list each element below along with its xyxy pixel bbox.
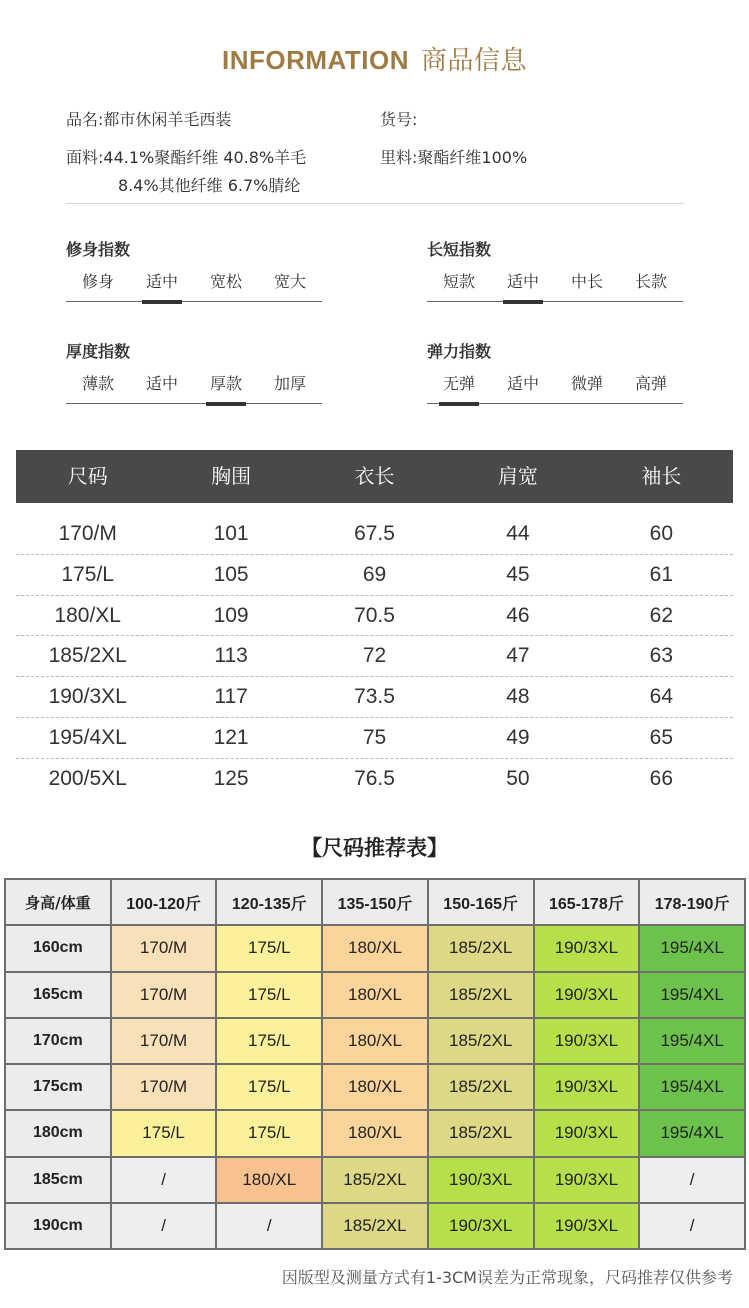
height-header: 165cm: [5, 972, 111, 1018]
page-title: [0, 40, 749, 77]
recommend-cell: 185/2XL: [428, 925, 534, 971]
size-cell: 195/4XL: [48, 725, 127, 749]
scale-name: 厚度指数: [66, 342, 131, 361]
recommend-cell: 190/3XL: [428, 1203, 534, 1249]
size-cell: 65: [649, 725, 673, 749]
scale-option: 适中: [491, 272, 555, 301]
recommend-cell: 180/XL: [322, 925, 428, 971]
fabric: [66, 144, 306, 200]
scale-option: 修身: [81, 272, 114, 291]
size-row: [16, 555, 733, 596]
size-cell: 109: [213, 603, 249, 627]
size-row: [16, 514, 733, 555]
recommend-cell: 185/2XL: [428, 972, 534, 1018]
size-cell: 180/XL: [54, 603, 121, 627]
recommend-cell: 190/3XL: [534, 1203, 640, 1249]
size-row: [16, 677, 733, 718]
weight-header: 135-150斤: [322, 879, 428, 925]
scale-option: 适中: [145, 374, 178, 393]
sku: [380, 106, 417, 134]
recommend-cell: 175/L: [111, 1110, 217, 1156]
recommend-cell: 195/4XL: [639, 925, 745, 971]
height-header: 160cm: [5, 925, 111, 971]
size-cell: 62: [649, 603, 673, 627]
lining-label: 里料:: [380, 148, 418, 167]
fabric-label: 面料:: [66, 148, 104, 167]
size-cell: 121: [213, 725, 249, 749]
size-cell: 67.5: [354, 522, 395, 545]
recommend-cell: 170/M: [111, 925, 217, 971]
recommend-row: [5, 925, 745, 971]
weight-header: 120-135斤: [216, 879, 322, 925]
scale-elasticity: [427, 340, 683, 404]
recommend-cell: 180/XL: [322, 1064, 428, 1110]
recommend-cell: /: [111, 1157, 217, 1203]
scale-name: 修身指数: [66, 240, 131, 259]
recommend-cell: 180/XL: [322, 1110, 428, 1156]
scale-option: 微弹: [570, 374, 603, 393]
title-en: INFORMATION: [221, 45, 409, 75]
size-cell: 48: [506, 685, 530, 709]
scale-option: 长款: [634, 272, 667, 291]
size-table-header: [16, 450, 733, 503]
size-cell: 44: [506, 522, 530, 545]
size-cell: 69: [362, 562, 387, 586]
recommend-cell: 185/2XL: [322, 1203, 428, 1249]
size-cell: 101: [213, 522, 249, 545]
scale-length: [427, 238, 683, 302]
info-divider: [66, 203, 684, 204]
scale-option: 宽松: [209, 272, 242, 291]
recommend-cell: 175/L: [216, 925, 322, 971]
size-cell: 175/L: [61, 562, 114, 586]
size-cell: 45: [506, 562, 530, 586]
recommend-cell: /: [639, 1157, 745, 1203]
weight-header: 178-190斤: [639, 879, 745, 925]
recommend-cell: 180/XL: [322, 972, 428, 1018]
recommend-cell: 195/4XL: [639, 1110, 745, 1156]
recommend-corner: 身高/体重: [5, 879, 111, 925]
height-header: 175cm: [5, 1064, 111, 1110]
title-cn: 商品信息: [420, 46, 527, 76]
recommend-cell: 180/XL: [322, 1018, 428, 1064]
size-cell: 61: [649, 562, 673, 586]
recommend-cell: 170/M: [111, 972, 217, 1018]
recommend-row: [5, 1157, 745, 1203]
size-row: [16, 596, 733, 637]
recommend-cell: 190/3XL: [534, 1157, 640, 1203]
scale-option: 无弹: [427, 374, 491, 403]
scale-option: 高弹: [634, 374, 667, 393]
recommend-row: [5, 1110, 745, 1156]
size-cell: 63: [649, 644, 673, 668]
recommend-cell: 175/L: [216, 1110, 322, 1156]
recommend-cell: 175/L: [216, 1018, 322, 1064]
recommend-cell: 190/3XL: [534, 1064, 640, 1110]
recommend-cell: /: [639, 1203, 745, 1249]
weight-header: 100-120斤: [111, 879, 217, 925]
height-header: 190cm: [5, 1203, 111, 1249]
size-cell: 66: [649, 766, 673, 790]
size-header-cell: 衣长: [354, 464, 395, 488]
size-cell: 185/2XL: [48, 644, 127, 668]
fabric-line1: 44.1%聚酯纤维 40.8%羊毛: [103, 148, 307, 167]
disclaimer-note: 因版型及测量方式有1-3CM误差为正常现象，尺码推荐仅供参考: [281, 1268, 733, 1287]
size-cell: 64: [649, 685, 673, 709]
recommend-cell: 175/L: [216, 972, 322, 1018]
size-cell: 76.5: [354, 766, 395, 790]
recommend-cell: /: [216, 1203, 322, 1249]
size-cell: 46: [506, 603, 530, 627]
name-label: 品名:: [66, 110, 104, 129]
size-row: [16, 636, 733, 677]
recommend-cell: /: [111, 1203, 217, 1249]
recommend-title: 【尺码推荐表】: [301, 836, 448, 860]
size-cell: 70.5: [354, 603, 395, 627]
recommend-cell: 185/2XL: [428, 1110, 534, 1156]
size-cell: 75: [362, 725, 387, 749]
lining-value: 聚酯纤维100%: [417, 148, 528, 167]
scale-option: 薄款: [81, 374, 114, 393]
size-cell: 105: [213, 562, 249, 586]
scale-option: 加厚: [273, 374, 306, 393]
size-cell: 200/5XL: [48, 766, 127, 790]
size-cell: 47: [506, 644, 530, 668]
size-cell: 72: [362, 644, 387, 668]
recommend-row: [5, 1203, 745, 1249]
size-cell: 113: [214, 644, 248, 668]
size-cell: 190/3XL: [48, 685, 127, 709]
recommend-cell: 180/XL: [216, 1157, 322, 1203]
size-header-cell: 袖长: [641, 464, 682, 488]
recommend-cell: 190/3XL: [428, 1157, 534, 1203]
recommend-cell: 190/3XL: [534, 1018, 640, 1064]
recommend-cell: 170/M: [111, 1018, 217, 1064]
size-cell: 170/M: [58, 522, 117, 545]
height-header: 170cm: [5, 1018, 111, 1064]
height-header: 180cm: [5, 1110, 111, 1156]
recommend-cell: 195/4XL: [639, 972, 745, 1018]
scale-thickness: [66, 340, 322, 404]
scale-name: 弹力指数: [427, 342, 492, 361]
size-cell: 50: [506, 766, 530, 790]
recommend-cell: 185/2XL: [322, 1157, 428, 1203]
scale-option: 厚款: [194, 374, 258, 403]
scale-options: [66, 272, 322, 302]
size-cell: 49: [506, 725, 530, 749]
recommend-cell: 190/3XL: [534, 1110, 640, 1156]
name-value: 都市休闲羊毛西装: [103, 110, 232, 129]
recommend-cell: 190/3XL: [534, 972, 640, 1018]
recommend-cell: 195/4XL: [639, 1064, 745, 1110]
scale-option: 短款: [442, 272, 475, 291]
size-header-cell: 肩宽: [497, 464, 538, 488]
scale-option: 适中: [130, 272, 194, 301]
fabric-line2: 8.4%其他纤维 6.7%腈纶: [118, 176, 301, 195]
weight-header: 165-178斤: [534, 879, 640, 925]
size-cell: 73.5: [354, 685, 395, 709]
recommend-row: [5, 1064, 745, 1110]
scale-option: 中长: [570, 272, 603, 291]
size-cell: 125: [213, 766, 249, 790]
scale-option: 宽大: [273, 272, 306, 291]
scale-option: 适中: [506, 374, 539, 393]
recommend-cell: 185/2XL: [428, 1064, 534, 1110]
recommend-row: [5, 972, 745, 1018]
recommend-row: [5, 1018, 745, 1064]
size-cell: 60: [649, 522, 673, 545]
scale-name: 长短指数: [427, 240, 492, 259]
recommend-cell: 175/L: [216, 1064, 322, 1110]
size-header-cell: 尺码: [67, 464, 108, 488]
height-header: 185cm: [5, 1157, 111, 1203]
recommend-cell: 185/2XL: [428, 1018, 534, 1064]
scale-options: [427, 374, 683, 404]
recommend-cell: 195/4XL: [639, 1018, 745, 1064]
recommend-table: [4, 878, 746, 1250]
product-name: [66, 106, 231, 134]
size-row: [16, 718, 733, 759]
size-header-cell: 胸围: [211, 464, 252, 488]
size-row: [16, 759, 733, 800]
lining: [380, 144, 527, 172]
recommend-cell: 170/M: [111, 1064, 217, 1110]
size-cell: 117: [214, 685, 248, 709]
weight-header: 150-165斤: [428, 879, 534, 925]
scale-options: [427, 272, 683, 302]
recommend-cell: 190/3XL: [534, 925, 640, 971]
size-table-body: [16, 514, 733, 800]
sku-label: 货号:: [380, 110, 418, 129]
scale-options: [66, 374, 322, 404]
scale-fit: [66, 238, 322, 302]
